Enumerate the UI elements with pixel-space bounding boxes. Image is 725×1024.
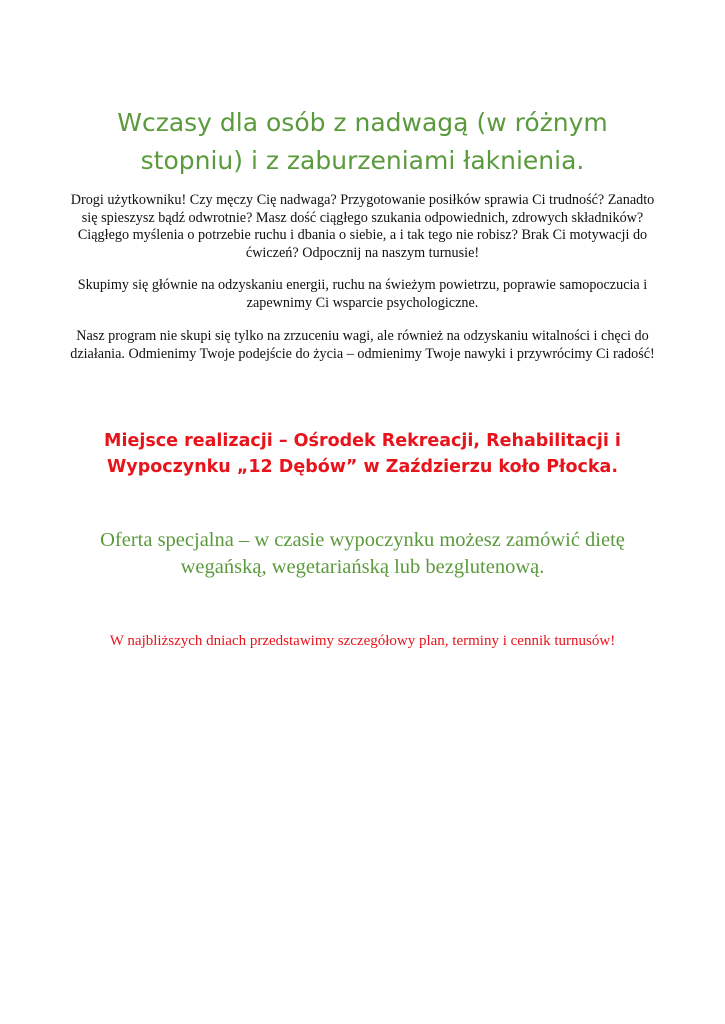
- upcoming-notice: W najbliższych dniach przedstawimy szczegółowy plan, terminy i cennik turnusów!: [109, 633, 616, 649]
- special-offer: Oferta specjalna – w czasie wypoczynku możesz zamówić dietę wegańską, wegetariańską lub bezglutenową.: [100, 529, 625, 578]
- program-paragraph: Nasz program nie skupi się tylko na zrzuceniu wagi, ale również na odzyskaniu witalności i chęci do działania. Odmienimy Twoje podejście do życia – odmienimy Twoje nawyki i przywrócimy Ci radość!: [70, 328, 655, 362]
- location-heading: Miejsce realizacji – Ośrodek Rekreacji, Rehabilitacji i Wypoczynku „12 Dębów” w Zaździerzu koło Płocka.: [104, 431, 621, 477]
- intro-paragraph: Drogi użytkowniku! Czy męczy Cię nadwaga? Przygotowanie posiłków sprawia Ci trudność? Zanadto się spieszysz bądź odwrotnie? Masz dość ciągłego szukania odpowiednich, zdrowych składników? Ciągłego myślenia o potrzebie ruchu i dbania o siebie, a i tak tego nie robisz? Brak Ci motywacji do ćwiczeń? Odpocznij na naszym turnusie!: [70, 192, 655, 261]
- document-title: Wczasy dla osób z nadwagą (w różnym stopniu) i z zaburzeniami łaknienia.: [117, 108, 608, 175]
- focus-paragraph: Skupimy się głównie na odzyskaniu energii, ruchu na świeżym powietrzu, poprawie samopoczucia i zapewnimy Ci wsparcie psychologiczne.: [77, 277, 648, 311]
